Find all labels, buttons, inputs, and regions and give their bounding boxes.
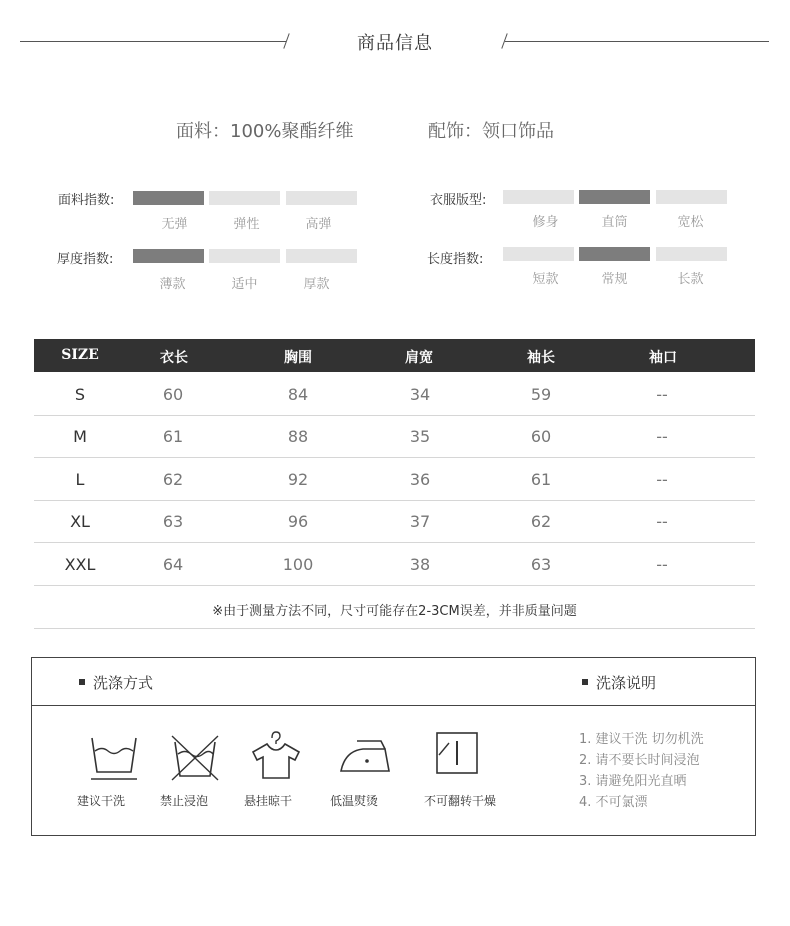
no-soak-icon [170, 734, 220, 782]
index-bar-fit-2 [579, 190, 650, 204]
index-option-length-2: 常规 [601, 272, 628, 287]
index-option-stretch-2: 弹性 [233, 217, 260, 232]
cell-shoulder: 34 [409, 385, 431, 404]
index-bar-stretch-2 [209, 191, 280, 205]
cell-shoulder: 36 [409, 470, 431, 489]
wash-instructions-heading [582, 672, 656, 693]
index-label-stretch: 面料指数: [58, 193, 115, 208]
index-bar-thickness-1 [133, 249, 204, 263]
hand-wash-icon [89, 735, 139, 781]
wash-instruction-item: 2. 请不要长时间浸泡 [579, 753, 700, 768]
index-bar-stretch-3 [286, 191, 357, 205]
index-label-thickness: 厚度指数: [57, 252, 114, 267]
cell-chest: 96 [287, 512, 309, 531]
table-header-size: SIZE [61, 347, 99, 363]
header-line-right [505, 41, 769, 42]
cell-size: XXL [64, 555, 96, 574]
index-option-fit-1: 修身 [532, 215, 559, 230]
cell-size: S [74, 385, 86, 404]
wash-method-heading [79, 672, 153, 693]
wash-label-no-soak: 禁止浸泡 [159, 794, 208, 808]
table-header-shoulder: 肩宽 [405, 350, 433, 366]
cell-chest: 84 [287, 385, 309, 404]
cell-length: 62 [162, 470, 184, 489]
wash-method-title: 洗涤方式 [93, 674, 154, 692]
cell-sleeve: 62 [530, 512, 552, 531]
cell-shoulder: 37 [409, 512, 431, 531]
cell-size: M [73, 427, 87, 446]
cell-shoulder: 35 [409, 427, 431, 446]
wash-instruction-item: 1. 建议干洗 切勿机洗 [579, 732, 704, 747]
cell-sleeve: 61 [530, 470, 552, 489]
measurement-note: ※由于测量方法不同，尺寸可能存在2-3CM误差，并非质量问题 [212, 604, 577, 619]
index-option-stretch-1: 无弹 [161, 217, 188, 232]
table-row [34, 500, 755, 543]
table-header-cuff: 袖口 [649, 350, 677, 366]
index-option-length-3: 长款 [677, 272, 704, 287]
index-option-fit-2: 直筒 [601, 215, 628, 230]
index-label-length: 长度指数: [427, 252, 484, 267]
table-row [34, 373, 755, 416]
index-label-fit: 衣服版型: [430, 193, 487, 208]
index-bar-thickness-2 [209, 249, 280, 263]
wash-label-low-iron: 低温熨烫 [329, 794, 378, 808]
index-option-length-1: 短款 [532, 272, 559, 287]
fabric-material: 面料：100%聚酯纤维 [176, 121, 354, 142]
index-bar-fit-3 [656, 190, 727, 204]
index-bar-thickness-3 [286, 249, 357, 263]
bullet-icon [79, 679, 85, 685]
cell-chest: 100 [282, 555, 314, 574]
table-header-length: 衣长 [160, 350, 188, 366]
bullet-icon [582, 679, 588, 685]
cell-cuff: -- [656, 555, 668, 574]
index-bar-length-1 [503, 247, 574, 261]
table-header-chest: 胸围 [284, 350, 312, 366]
cell-chest: 92 [287, 470, 309, 489]
index-option-fit-3: 宽松 [677, 215, 704, 230]
table-row [34, 415, 755, 458]
page-title: 商品信息 [357, 33, 433, 54]
cell-length: 61 [162, 427, 184, 446]
cell-sleeve: 59 [530, 385, 552, 404]
cell-length: 60 [162, 385, 184, 404]
cell-shoulder: 38 [409, 555, 431, 574]
index-option-stretch-3: 高弹 [305, 217, 332, 232]
cell-cuff: -- [656, 427, 668, 446]
wash-label-no-tumble: 不可翻转干燥 [423, 794, 496, 808]
measurement-note-row [34, 586, 755, 629]
wash-label-hang-dry: 悬挂晾干 [243, 794, 292, 808]
wash-instruction-item: 4. 不可氯漂 [579, 795, 648, 810]
index-bar-fit-1 [503, 190, 574, 204]
cell-length: 64 [162, 555, 184, 574]
no-tumble-dry-icon [435, 731, 479, 775]
cell-sleeve: 63 [530, 555, 552, 574]
wash-label-dry-clean: 建议干洗 [76, 794, 125, 808]
cell-cuff: -- [656, 385, 668, 404]
cell-size: XL [70, 512, 90, 531]
wash-instruction-item: 3. 请避免阳光直晒 [579, 774, 687, 789]
table-header-sleeve: 袖长 [527, 350, 555, 366]
wash-instructions-title: 洗涤说明 [596, 674, 657, 692]
hang-dry-icon [251, 730, 301, 780]
cell-sleeve: 60 [530, 427, 552, 446]
wash-care-box [31, 657, 756, 836]
index-option-thickness-2: 适中 [231, 277, 258, 292]
cell-length: 63 [162, 512, 184, 531]
box-divider [32, 705, 755, 706]
table-row [34, 458, 755, 501]
cell-cuff: -- [656, 512, 668, 531]
low-iron-icon [339, 737, 393, 775]
index-option-thickness-3: 厚款 [303, 277, 330, 292]
table-row [34, 543, 755, 586]
index-bar-length-2 [579, 247, 650, 261]
cell-cuff: -- [656, 470, 668, 489]
cell-chest: 88 [287, 427, 309, 446]
fabric-accessory: 配饰：领口饰品 [428, 121, 554, 142]
index-option-thickness-1: 薄款 [159, 277, 186, 292]
index-bar-length-3 [656, 247, 727, 261]
cell-size: L [75, 470, 85, 489]
index-bar-stretch-1 [133, 191, 204, 205]
